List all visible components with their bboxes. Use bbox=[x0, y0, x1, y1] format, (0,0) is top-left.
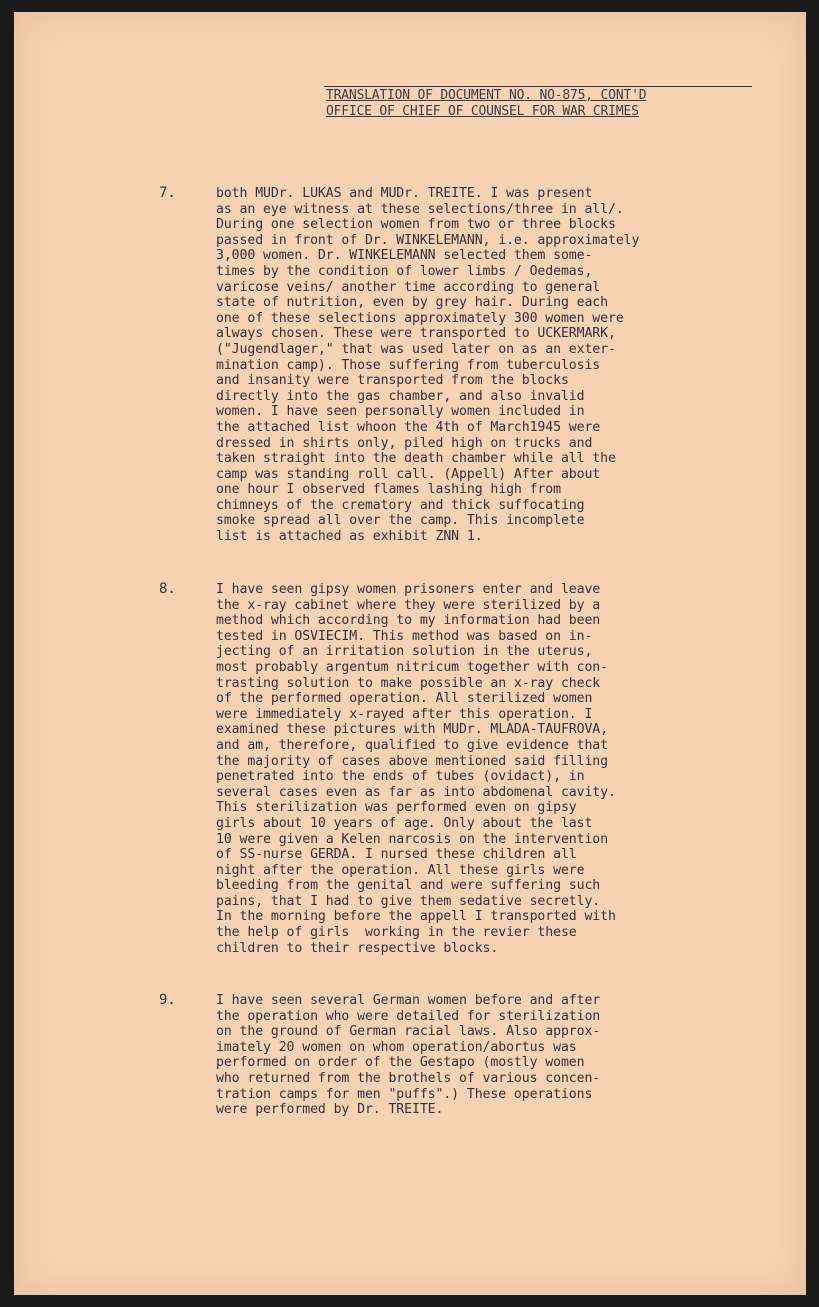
text-line: times by the condition of lower limbs / Oedemas, bbox=[216, 263, 593, 279]
text-line: chimneys of the crematory and thick suffocating bbox=[216, 497, 585, 513]
text-line: women. I have seen personally women included in bbox=[216, 404, 585, 420]
text-line: and insanity were transported from the blocks bbox=[216, 373, 569, 389]
text-line: state of nutrition, even by grey hair. During each bbox=[216, 295, 608, 311]
text-line: During one selection women from two or three blocks bbox=[216, 217, 616, 233]
text-line: This sterilization was performed even on gipsy bbox=[216, 800, 577, 816]
text-line: on the ground of German racial laws. Also approx- bbox=[216, 1024, 601, 1040]
text-line: as an eye witness at these selections/three in all/. bbox=[216, 201, 624, 217]
document-page bbox=[14, 12, 806, 1295]
text-line: of SS-nurse GERDA. I nursed these children all bbox=[216, 847, 577, 863]
text-line: ("Jugendlager," that was used later on as an exter- bbox=[216, 341, 616, 357]
text-line: most probably argentum nitricum together with con- bbox=[216, 659, 608, 675]
text-line: both MUDr. LUKAS and MUDr. TREITE. I was present bbox=[216, 186, 593, 201]
text-line: dressed in shirts only, piled high on trucks and bbox=[216, 435, 593, 451]
text-line: several cases even as far as into abdomenal cavity. bbox=[216, 784, 616, 800]
text-line: bleeding from the genital and were suffering such bbox=[216, 878, 601, 894]
text-line: performed on order of the Gestapo (mostly women bbox=[216, 1055, 585, 1071]
text-line: In the morning before the appell I transported with bbox=[216, 909, 616, 925]
paragraph-number: 9. bbox=[159, 992, 176, 1008]
text-line: night after the operation. All these girls were bbox=[216, 862, 585, 878]
text-line: camp was standing roll call. (Appell) After about bbox=[216, 466, 601, 482]
paragraph-text bbox=[216, 186, 756, 545]
text-line: the attached list whoon the 4th of March1945 were bbox=[216, 419, 601, 435]
paragraph-number: 8. bbox=[159, 581, 176, 597]
text-line: one hour I observed flames lashing high from bbox=[216, 482, 561, 498]
text-line: of the performed operation. All sterilized women bbox=[216, 691, 593, 707]
document-header bbox=[312, 88, 752, 120]
text-line: jecting of an irritation solution in the uterus, bbox=[216, 644, 593, 660]
text-line: penetrated into the ends of tubes (ovidact), in bbox=[216, 769, 585, 785]
text-line: list is attached as exhibit ZNN 1. bbox=[216, 529, 483, 545]
text-line: who returned from the brothels of various concen- bbox=[216, 1070, 601, 1086]
text-line: 10 were given a Kelen narcosis on the intervention bbox=[216, 831, 608, 847]
text-line: I have seen several German women before and after bbox=[216, 993, 601, 1008]
text-line: taken straight into the death chamber while all the bbox=[216, 451, 616, 467]
text-line: the x-ray cabinet where they were sterilized by a bbox=[216, 597, 601, 613]
text-line: the majority of cases above mentioned said filling bbox=[216, 753, 608, 769]
paragraph-text bbox=[216, 993, 756, 1118]
paragraph-text bbox=[216, 582, 756, 956]
text-line: the help of girls working in the revier these bbox=[216, 925, 577, 941]
text-line: method which according to my information had been bbox=[216, 613, 601, 629]
text-line: varicose veins/ another time according to general bbox=[216, 279, 601, 295]
text-line: one of these selections approximately 300 women were bbox=[216, 310, 624, 326]
text-line: always chosen. These were transported to UCKERMARK, bbox=[216, 326, 616, 342]
text-line: were immediately x-rayed after this operation. I bbox=[216, 706, 593, 722]
text-line: and am, therefore, qualified to give evidence that bbox=[216, 737, 608, 753]
text-line: 3,000 women. Dr. WINKELEMANN selected them some- bbox=[216, 248, 593, 264]
text-line: tration camps for men "puffs".) These operations bbox=[216, 1086, 593, 1102]
text-line: trasting solution to make possible an x-ray check bbox=[216, 675, 601, 691]
text-line: passed in front of Dr. WINKELEMANN, i.e. approximately bbox=[216, 232, 640, 248]
text-line: tested in OSVIECIM. This method was based on in- bbox=[216, 628, 593, 644]
text-line: I have seen gipsy women prisoners enter and leave bbox=[216, 582, 601, 597]
text-line: children to their respective blocks. bbox=[216, 940, 499, 956]
text-line: directly into the gas chamber, and also invalid bbox=[216, 388, 585, 404]
text-line: imately 20 women on whom operation/abortus was bbox=[216, 1039, 577, 1055]
text-line: examined these pictures with MUDr. MLADA-TAUFROVA, bbox=[216, 722, 608, 738]
text-line: pains, that I had to give them sedative secretly. bbox=[216, 893, 601, 909]
text-line: the operation who were detailed for sterilization bbox=[216, 1008, 601, 1024]
paragraph-number: 7. bbox=[159, 185, 176, 201]
header-rule bbox=[324, 86, 752, 87]
text-line: mination camp). Those suffering from tuberculosis bbox=[216, 357, 601, 373]
header-line-translation: TRANSLATION OF DOCUMENT NO. NO-875, CONT'D bbox=[326, 88, 647, 103]
header-line-office: OFFICE OF CHIEF OF COUNSEL FOR WAR CRIMES bbox=[326, 104, 639, 119]
text-line: smoke spread all over the camp. This incomplete bbox=[216, 513, 585, 529]
text-line: girls about 10 years of age. Only about the last bbox=[216, 815, 593, 831]
text-line: were performed by Dr. TREITE. bbox=[216, 1102, 444, 1118]
